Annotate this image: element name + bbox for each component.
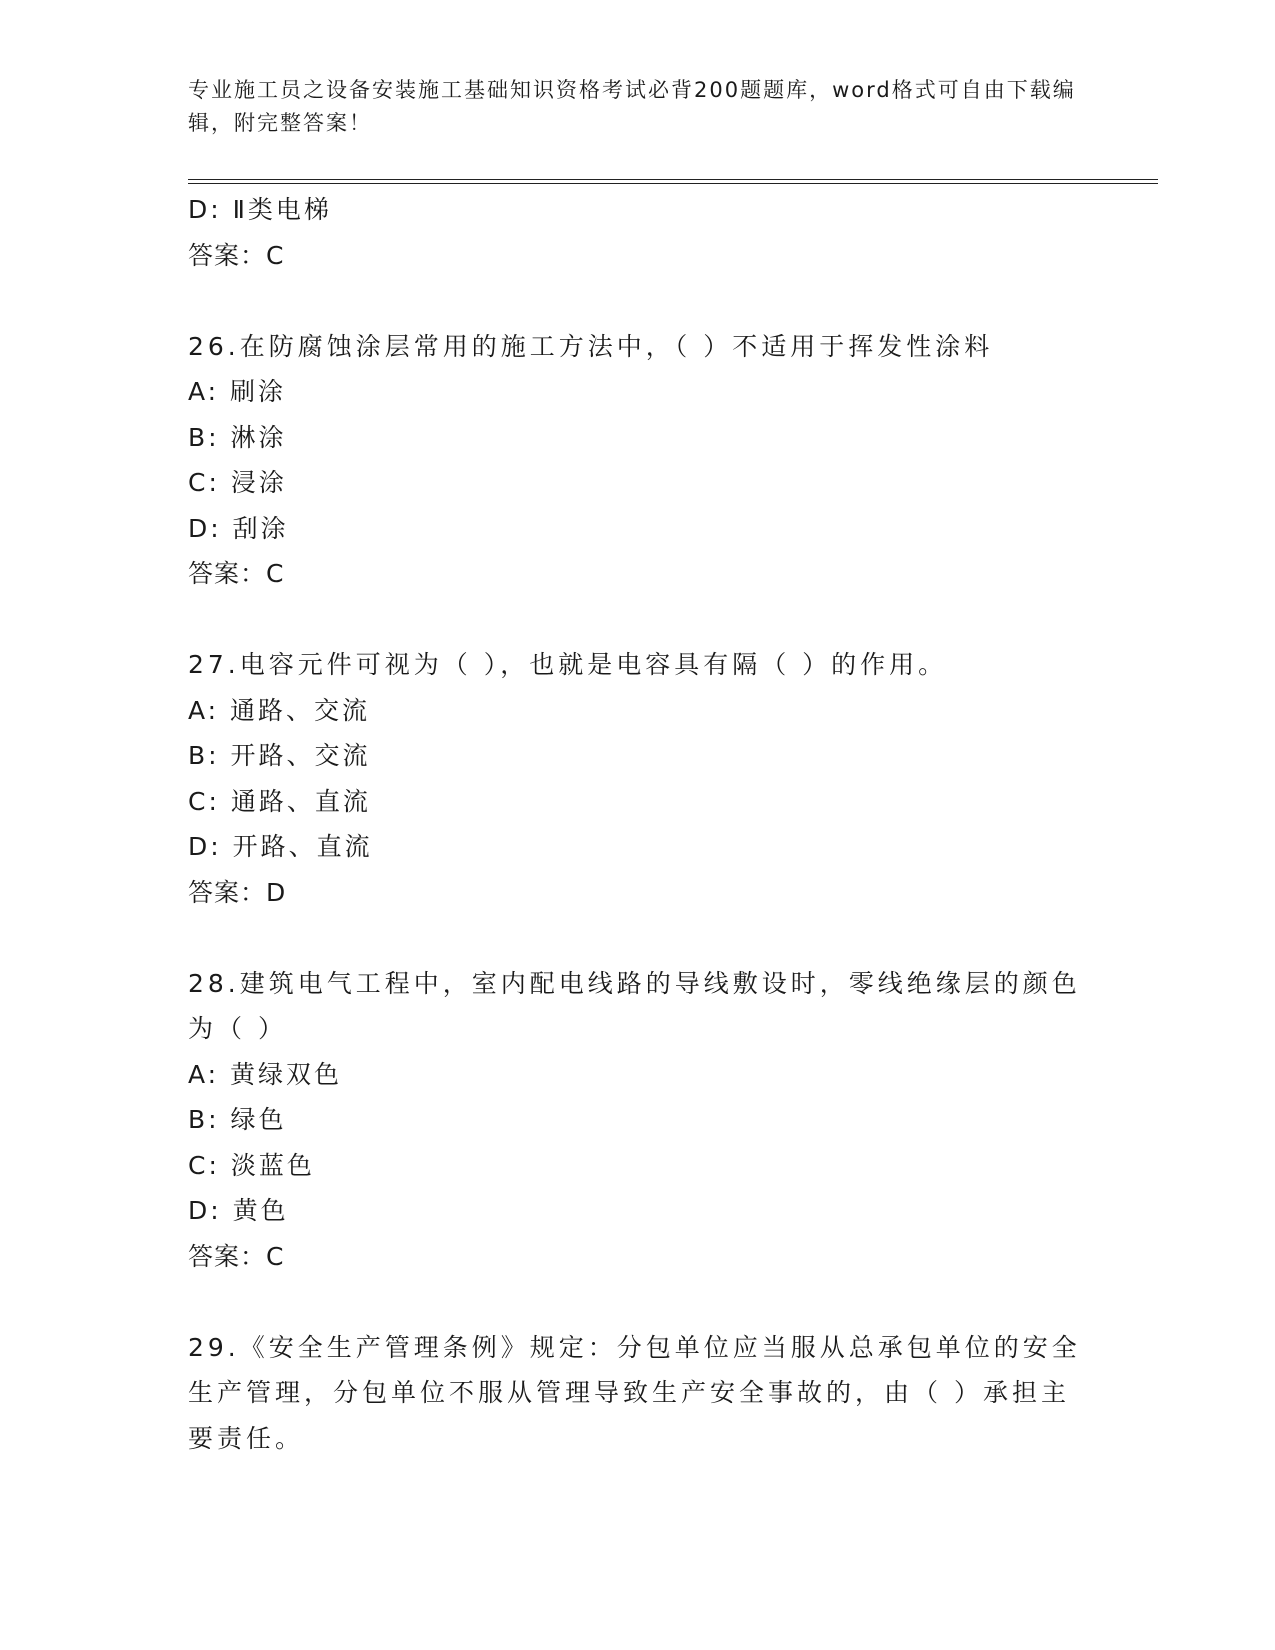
question-list (188, 187, 1088, 1461)
option-b: B: 开路、交流 (188, 741, 371, 770)
option-b: B: 绿色 (188, 1105, 287, 1134)
option-c: C: 浸涂 (188, 468, 287, 497)
question-29 (188, 1325, 1088, 1462)
question-stem: 29.《安全生产管理条例》规定：分包单位应当服从总承包单位的安全生产管理，分包单位不服从管理导致生产安全事故的，由（ ）承担主要责任。 (188, 1332, 1081, 1453)
question-28 (188, 961, 1088, 1280)
option-c: C: 淡蓝色 (188, 1150, 315, 1180)
option-d: D: Ⅱ类电梯 (188, 195, 332, 224)
answer: 答案：D (188, 877, 287, 907)
option-c: C: 通路、直流 (188, 786, 371, 816)
spacer (188, 1279, 1088, 1325)
answer: 答案：C (188, 559, 285, 588)
option-a: A: 刷涂 (188, 377, 287, 406)
option-b: B: 淋涂 (188, 422, 287, 452)
header-divider-bottom (188, 183, 1158, 184)
document-header: 专业施工员之设备安装施工基础知识资格考试必背200题题库，word格式可自由下载编辑，附完整答案！ (188, 78, 1076, 135)
previous-question-tail (188, 187, 1088, 278)
option-a: A: 通路、交流 (188, 695, 371, 725)
option-d: D: 黄色 (188, 1196, 289, 1225)
option-d: D: 开路、直流 (188, 832, 373, 861)
spacer (188, 597, 1088, 643)
spacer (188, 915, 1088, 961)
header-divider-top (188, 179, 1158, 180)
option-a: A: 黄绿双色 (188, 1059, 343, 1089)
question-stem: 27.电容元件可视为（ ），也就是电容具有隔（ ）的作用。 (188, 650, 948, 679)
question-stem: 28.建筑电气工程中，室内配电线路的导线敷设时，零线绝缘层的颜色为（ ） (188, 968, 1081, 1043)
question-stem: 26.在防腐蚀涂层常用的施工方法中，（ ）不适用于挥发性涂料 (188, 331, 994, 361)
option-d: D: 刮涂 (188, 513, 289, 543)
answer: 答案：C (188, 1241, 285, 1271)
question-26 (188, 324, 1088, 597)
answer: 答案：C (188, 240, 285, 270)
spacer (188, 278, 1088, 324)
question-27 (188, 642, 1088, 915)
